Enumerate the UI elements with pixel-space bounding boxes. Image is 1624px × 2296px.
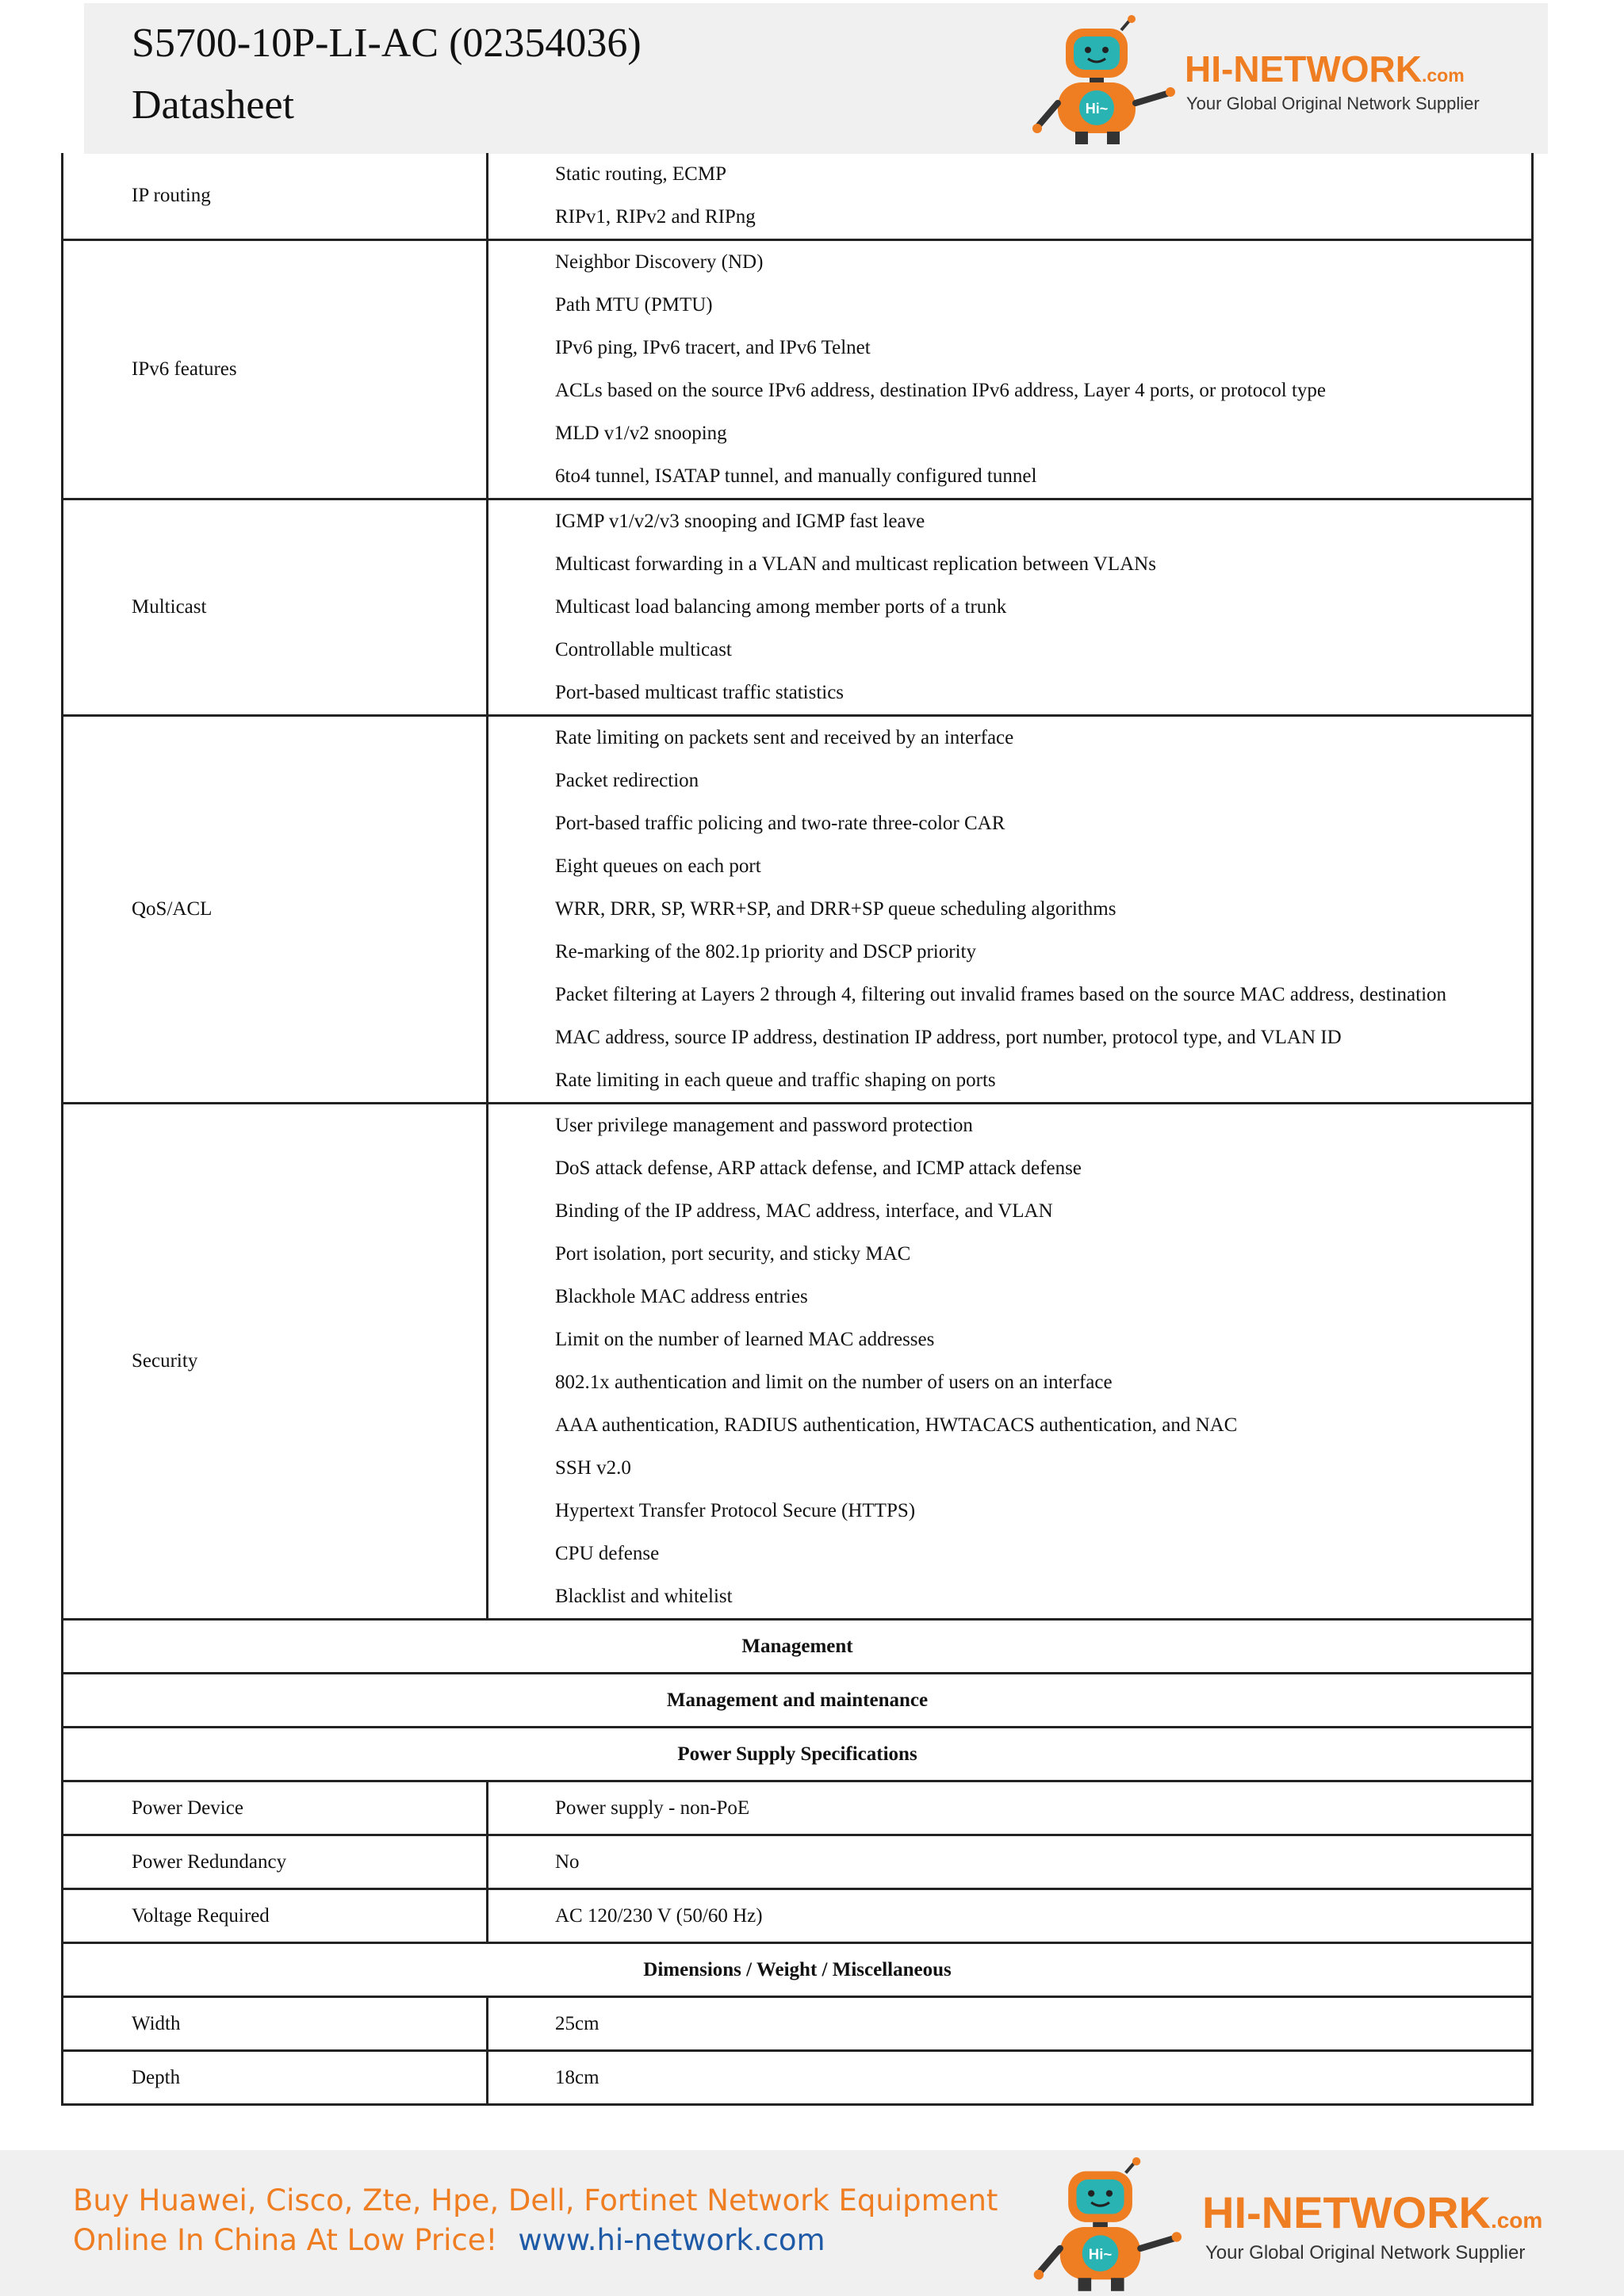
- table-row: [63, 240, 1533, 499]
- section-heading: Management and maintenance: [63, 1674, 1533, 1728]
- document-title: S5700-10P-LI-AC (02354036): [132, 21, 642, 66]
- brand-tagline: Your Global Original Network Supplier: [1186, 94, 1480, 113]
- row-label: Width: [63, 1997, 488, 2051]
- value-line: Multicast forwarding in a VLAN and multicast replication between VLANs: [555, 553, 1156, 575]
- value-line: 802.1x authentication and limit on the number of users on an interface: [555, 1372, 1113, 1393]
- value-line: Multicast load balancing among member ports of a trunk: [555, 596, 1007, 618]
- row-values: [488, 716, 1533, 1104]
- row-value: 25cm: [488, 1997, 1533, 2051]
- value-line: Path MTU (PMTU): [555, 294, 713, 316]
- header-logo: [1028, 14, 1503, 149]
- row-values: [488, 153, 1533, 240]
- value-line: IPv6 ping, IPv6 tracert, and IPv6 Telnet: [555, 337, 871, 358]
- table-row: [63, 1781, 1533, 1835]
- value-line: Re-marking of the 802.1p priority and DSCP priority: [555, 941, 976, 962]
- document-subtitle: Datasheet: [132, 82, 295, 128]
- value-line: Controllable multicast: [555, 639, 732, 660]
- value-line: 6to4 tunnel, ISATAP tunnel, and manually configured tunnel: [555, 465, 1037, 487]
- section-management: [63, 1620, 1533, 1674]
- brand-name: HI-NETWORK.com: [1202, 2187, 1543, 2237]
- row-values: [488, 1104, 1533, 1620]
- brand-name: HI-NETWORK.com: [1185, 48, 1465, 90]
- value-line: Blacklist and whitelist: [555, 1586, 733, 1607]
- value-line: Packet redirection: [555, 770, 699, 791]
- footer-logo: [1028, 2156, 1567, 2296]
- row-value: AC 120/230 V (50/60 Hz): [488, 1889, 1533, 1943]
- value-line: MAC address, source IP address, destination IP address, port number, protocol type, and VLAN ID: [555, 1027, 1342, 1048]
- value-line: Packet filtering at Layers 2 through 4, filtering out invalid frames based on the source MAC address, destination: [555, 984, 1447, 1005]
- brand-tagline: Your Global Original Network Supplier: [1205, 2242, 1526, 2263]
- value-line: Limit on the number of learned MAC addresses: [555, 1329, 935, 1350]
- table-row: [63, 1889, 1533, 1943]
- value-line: ACLs based on the source IPv6 address, destination IPv6 address, Layer 4 ports, or protocol type: [555, 380, 1327, 401]
- table-row: [63, 2051, 1533, 2105]
- value-line: RIPv1, RIPv2 and RIPng: [555, 206, 756, 228]
- section-heading: Power Supply Specifications: [63, 1728, 1533, 1781]
- row-label: Power Redundancy: [63, 1835, 488, 1889]
- row-label: Security: [63, 1104, 488, 1620]
- value-line: Rate limiting on packets sent and received by an interface: [555, 727, 1014, 748]
- value-line: Hypertext Transfer Protocol Secure (HTTPS): [555, 1500, 916, 1521]
- section-power-supply: [63, 1728, 1533, 1781]
- row-label: Multicast: [63, 499, 488, 716]
- value-line: Rate limiting in each queue and traffic shaping on ports: [555, 1070, 996, 1091]
- section-heading: Dimensions / Weight / Miscellaneous: [63, 1943, 1533, 1997]
- footer-promo-line2: [73, 2223, 825, 2257]
- page-footer: [0, 2150, 1624, 2296]
- value-line: MLD v1/v2 snooping: [555, 423, 727, 444]
- value-line: Port isolation, port security, and sticky MAC: [555, 1243, 911, 1265]
- value-line: Neighbor Discovery (ND): [555, 251, 764, 273]
- value-line: Port-based traffic policing and two-rate three-color CAR: [555, 813, 1005, 834]
- value-line: DoS attack defense, ARP attack defense, and ICMP attack defense: [555, 1158, 1082, 1179]
- footer-promo-line1: Buy Huawei, Cisco, Zte, Hpe, Dell, Fortinet Network Equipment: [73, 2183, 998, 2218]
- footer-promo-text: Online In China At Low Price!: [73, 2223, 498, 2257]
- section-management-maintenance: [63, 1674, 1533, 1728]
- table-row: [63, 499, 1533, 716]
- row-value: 18cm: [488, 2051, 1533, 2105]
- row-value: Power supply - non-PoE: [488, 1781, 1533, 1835]
- value-line: Port-based multicast traffic statistics: [555, 682, 845, 703]
- row-values: [488, 240, 1533, 499]
- row-label: QoS/ACL: [63, 716, 488, 1104]
- row-values: [488, 499, 1533, 716]
- row-value: No: [488, 1835, 1533, 1889]
- value-line: User privilege management and password protection: [555, 1115, 973, 1136]
- table-row: [63, 153, 1533, 240]
- robot-badge: Hi~: [1088, 2245, 1113, 2263]
- value-line: Static routing, ECMP: [555, 163, 726, 185]
- value-line: IGMP v1/v2/v3 snooping and IGMP fast leave: [555, 511, 925, 532]
- row-label: IP routing: [63, 153, 488, 240]
- footer-website-link[interactable]: www.hi-network.com: [518, 2223, 825, 2257]
- table-row: [63, 716, 1533, 1104]
- value-line: SSH v2.0: [555, 1457, 631, 1479]
- value-line: Eight queues on each port: [555, 855, 761, 877]
- robot-mascot-icon: [1028, 14, 1186, 149]
- value-line: CPU defense: [555, 1543, 660, 1564]
- spec-table: [61, 153, 1534, 2106]
- row-label: IPv6 features: [63, 240, 488, 499]
- value-line: Blackhole MAC address entries: [555, 1286, 808, 1307]
- robot-mascot-icon: [1028, 2156, 1194, 2296]
- value-line: WRR, DRR, SP, WRR+SP, and DRR+SP queue scheduling algorithms: [555, 898, 1116, 920]
- section-dimensions: [63, 1943, 1533, 1997]
- section-heading: Management: [63, 1620, 1533, 1674]
- row-label: Power Device: [63, 1781, 488, 1835]
- value-line: Binding of the IP address, MAC address, interface, and VLAN: [555, 1200, 1053, 1222]
- table-row: [63, 1997, 1533, 2051]
- table-row: [63, 1104, 1533, 1620]
- table-row: [63, 1835, 1533, 1889]
- row-label: Depth: [63, 2051, 488, 2105]
- value-line: AAA authentication, RADIUS authentication, HWTACACS authentication, and NAC: [555, 1414, 1238, 1436]
- robot-badge: Hi~: [1085, 101, 1109, 117]
- row-label: Voltage Required: [63, 1889, 488, 1943]
